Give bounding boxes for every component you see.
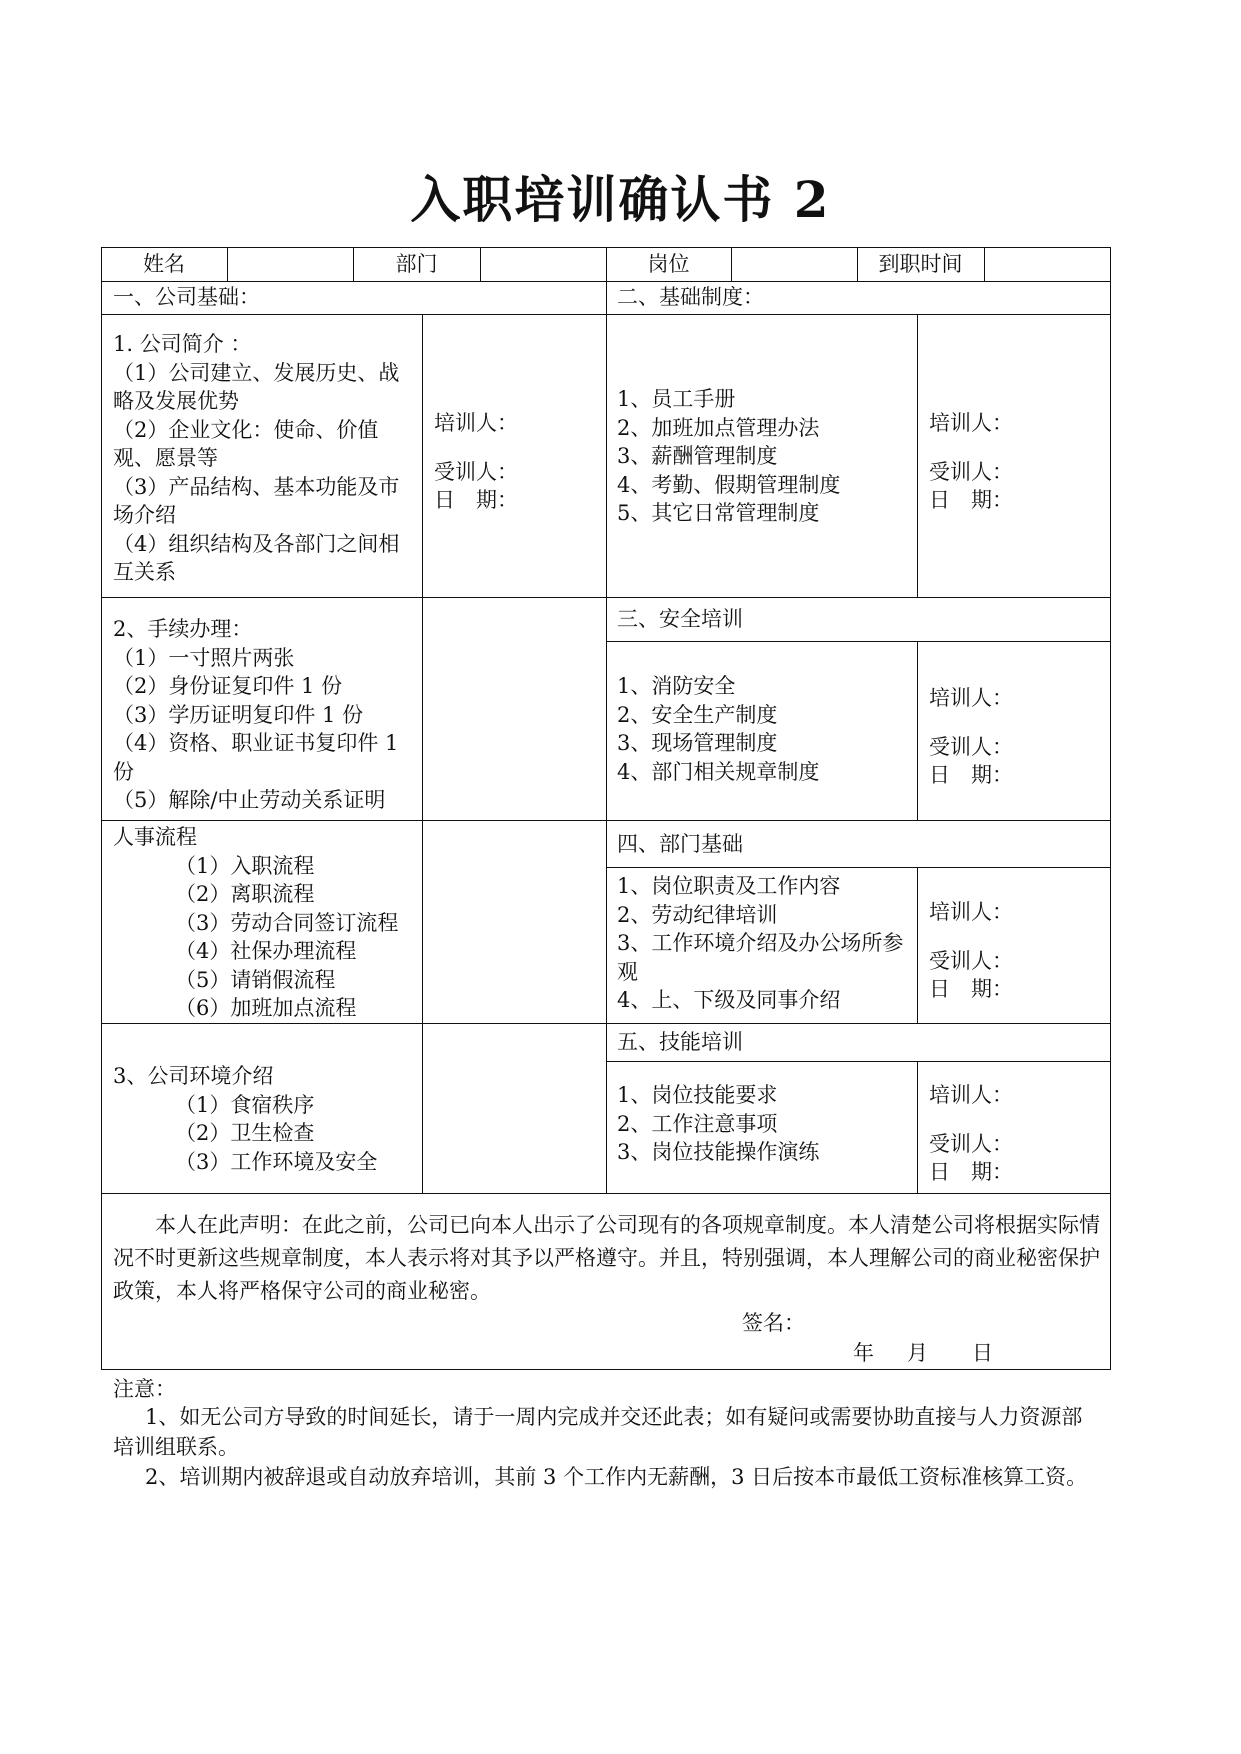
list-item: （5）请销假流程 <box>175 967 336 992</box>
col-line-right-sign <box>917 641 918 820</box>
list-item: （2）卫生检查 <box>175 1121 315 1145</box>
procedures-heading: 2、手续办理： <box>113 617 253 641</box>
trainer-label: 培训人： <box>434 411 518 435</box>
position-field[interactable] <box>732 248 857 280</box>
section4-items <box>617 872 912 1015</box>
date-label: 日 期： <box>929 488 1013 512</box>
section4-heading: 四、部门基础 <box>617 832 743 856</box>
col-line-right-sign <box>917 867 918 1023</box>
department-label: 部门 <box>395 252 438 276</box>
list-item: 1、消防安全 <box>617 674 736 698</box>
trainer-label: 培训人： <box>929 411 1013 435</box>
sign-block-section4 <box>929 898 1013 1004</box>
list-item: 5、其它日常管理制度 <box>617 501 820 525</box>
document-title: 入职培训确认书 2 <box>410 170 831 229</box>
row-line <box>607 641 1111 642</box>
date-label: 日 期： <box>929 763 1013 787</box>
table-border-left <box>101 247 102 1370</box>
procedures-block <box>113 615 416 815</box>
col-line-right-sign <box>917 314 918 597</box>
trainer-label: 培训人： <box>929 900 1013 924</box>
col-line-left-sign <box>422 314 423 1193</box>
company-intro-block <box>113 330 416 587</box>
list-item: 3、岗位技能操作演练 <box>617 1140 820 1164</box>
col-line-right-sign <box>917 1061 918 1193</box>
trainer-label: 培训人： <box>929 686 1013 710</box>
section3-items <box>617 672 819 786</box>
list-item: （1）食宿秩序 <box>175 1092 315 1117</box>
list-item: 4、部门相关规章制度 <box>617 759 820 784</box>
list-item: 1、岗位职责及工作内容 <box>617 874 841 898</box>
list-item: （1）入职流程 <box>175 853 315 878</box>
trainee-label: 受训人： <box>929 1131 1013 1156</box>
sign-block-section3 <box>929 684 1013 790</box>
list-item: （3）工作环境及安全 <box>175 1149 378 1174</box>
name-label: 姓名 <box>143 252 185 276</box>
signature-label: 签名： <box>742 1311 805 1335</box>
list-item: （2）离职流程 <box>175 882 315 906</box>
table-border-right <box>1110 247 1111 1370</box>
section2-items <box>617 385 840 528</box>
list-item: （2）身份证复印件 1 份 <box>113 674 343 698</box>
list-item: 3、薪酬管理制度 <box>617 444 778 468</box>
notes-heading: 注意： <box>113 1377 176 1401</box>
name-field[interactable] <box>228 248 353 280</box>
position-label: 岗位 <box>647 252 690 276</box>
trainee-label: 受训人： <box>929 948 1013 973</box>
date-label: 日 期： <box>434 488 518 512</box>
hr-process-block <box>113 823 416 1023</box>
row-line <box>607 867 1111 868</box>
list-item: 3、工作环境介绍及办公场所参观 <box>617 931 904 984</box>
list-item: （3）劳动合同签订流程 <box>175 910 399 935</box>
signature-field[interactable] <box>800 1305 1100 1335</box>
sign-block-section5 <box>929 1081 1013 1187</box>
section1-heading: 一、公司基础： <box>113 285 260 309</box>
table-border-bottom <box>101 1369 1111 1370</box>
start-date-label: 到职时间 <box>878 252 963 276</box>
list-item: 4、考勤、假期管理制度 <box>617 472 841 497</box>
trainee-label: 受训人： <box>929 459 1013 484</box>
environment-heading: 3、公司环境介绍 <box>113 1064 274 1088</box>
section2-heading: 二、基础制度： <box>617 285 764 309</box>
list-item: （3）产品结构、基本功能及市场介绍 <box>113 474 400 527</box>
sign-block-section2 <box>929 409 1013 515</box>
list-item: （6）加班加点流程 <box>175 996 357 1020</box>
col-line-middle <box>606 247 607 1194</box>
list-item: 1、员工手册 <box>617 387 736 411</box>
date-month-label: 月 <box>907 1341 928 1365</box>
hr-process-heading: 人事流程 <box>113 825 197 849</box>
date-label: 日 期： <box>929 977 1013 1001</box>
list-item: 3、现场管理制度 <box>617 731 778 755</box>
start-date-field[interactable] <box>985 248 1110 280</box>
note-item: 2、培训期内被辞退或自动放弃培训，其前 3 个工作内无薪酬，3 日后按本市最低工资标准核算工资。 <box>145 1465 1088 1489</box>
list-item: （1）公司建立、发展历史、战略及发展优势 <box>113 360 400 413</box>
list-item: （4）资格、职业证书复印件 1份 <box>113 731 399 784</box>
company-intro-heading: 1. 公司简介 ： <box>113 332 252 356</box>
list-item: 2、加班加点管理办法 <box>617 415 820 440</box>
section5-items <box>617 1081 819 1167</box>
list-item: 1、岗位技能要求 <box>617 1083 778 1107</box>
list-item: （2）企业文化：使命、价值观、愿景等 <box>113 417 379 470</box>
trainer-label: 培训人： <box>929 1083 1013 1107</box>
list-item: （4）社保办理流程 <box>175 939 357 963</box>
section5-heading: 五、技能培训 <box>617 1030 743 1054</box>
note-item: 1、如无公司方导致的时间延长，请于一周内完成并交还此表；如有疑问或需要协助直接与人力资源部培训组联系。 <box>113 1405 1083 1459</box>
list-item: （5）解除/中止劳动关系证明 <box>113 788 386 812</box>
date-year-label: 年 <box>853 1341 874 1365</box>
section3-heading: 三、安全培训 <box>617 607 743 631</box>
trainee-label: 受训人： <box>929 734 1013 759</box>
trainee-label: 受训人： <box>434 459 518 484</box>
environment-block <box>113 1062 416 1176</box>
declaration-text: 本人在此声明：在此之前，公司已向本人出示了公司现有的各项规章制度。本人清楚公司将根据实际情况不时更新这些规章制度，本人表示将对其予以严格遵守。并且，特别强调，本人理解公司的商业秘密保护政策，本人将严格保守公司的商业秘密。 <box>113 1213 1100 1303</box>
list-item: 2、劳动纪律培训 <box>617 902 778 927</box>
list-item: （1）一寸照片两张 <box>113 645 295 670</box>
list-item: （3）学历证明复印件 1 份 <box>113 702 364 727</box>
sign-block-company-intro <box>434 409 518 515</box>
list-item: 2、安全生产制度 <box>617 702 778 727</box>
department-field[interactable] <box>481 248 606 280</box>
list-item: 4、上、下级及同事介绍 <box>617 988 841 1012</box>
date-day-label: 日 <box>972 1341 993 1365</box>
row-line <box>607 1061 1111 1062</box>
list-item: （4）组织结构及各部门之间相互关系 <box>113 531 400 584</box>
date-label: 日 期： <box>929 1160 1013 1184</box>
list-item: 2、工作注意事项 <box>617 1111 778 1136</box>
